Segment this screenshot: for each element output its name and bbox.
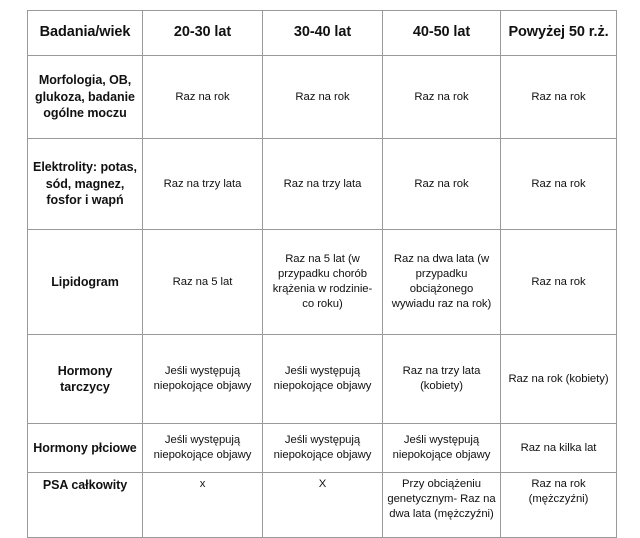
cell-psa-over-50: Raz na rok (mężczyźni) bbox=[501, 473, 617, 538]
row-label-elektrolity: Elektrolity: potas, sód, magnez, fosfor i wapń bbox=[28, 139, 143, 230]
column-header-examination: Badania/wiek bbox=[28, 11, 143, 56]
cell-lipidogram-20-30: Raz na 5 lat bbox=[143, 230, 263, 335]
cell-elektrolity-30-40: Raz na trzy lata bbox=[263, 139, 383, 230]
column-header-age-20-30: 20-30 lat bbox=[143, 11, 263, 56]
row-label-psa: PSA całkowity bbox=[28, 473, 143, 538]
cell-morfologia-30-40: Raz na rok bbox=[263, 56, 383, 139]
table-body bbox=[28, 56, 617, 538]
cell-psa-20-30: x bbox=[143, 473, 263, 538]
cell-lipidogram-over-50: Raz na rok bbox=[501, 230, 617, 335]
cell-morfologia-40-50: Raz na rok bbox=[383, 56, 501, 139]
row-label-morfologia: Morfologia, OB, glukoza, badanie ogólne moczu bbox=[28, 56, 143, 139]
row-label-hormony-plciowe: Hormony płciowe bbox=[28, 424, 143, 473]
table-row bbox=[28, 230, 617, 335]
column-header-age-40-50: 40-50 lat bbox=[383, 11, 501, 56]
cell-morfologia-20-30: Raz na rok bbox=[143, 56, 263, 139]
cell-tarczyca-30-40: Jeśli występują niepokojące objawy bbox=[263, 335, 383, 424]
column-header-age-30-40: 30-40 lat bbox=[263, 11, 383, 56]
table-header-row bbox=[28, 11, 617, 56]
cell-plciowe-40-50: Jeśli występują niepokojące objawy bbox=[383, 424, 501, 473]
cell-plciowe-20-30: Jeśli występują niepokojące objawy bbox=[143, 424, 263, 473]
column-header-age-over-50: Powyżej 50 r.ż. bbox=[501, 11, 617, 56]
table-row bbox=[28, 335, 617, 424]
row-label-lipidogram: Lipidogram bbox=[28, 230, 143, 335]
cell-morfologia-over-50: Raz na rok bbox=[501, 56, 617, 139]
cell-psa-40-50: Przy obciążeniu genetycznym- Raz na dwa lata (mężczyźni) bbox=[383, 473, 501, 538]
table-row bbox=[28, 473, 617, 538]
table-row bbox=[28, 424, 617, 473]
cell-plciowe-over-50: Raz na kilka lat bbox=[501, 424, 617, 473]
table-row bbox=[28, 56, 617, 139]
screening-schedule-table bbox=[27, 10, 617, 538]
cell-tarczyca-40-50: Raz na trzy lata (kobiety) bbox=[383, 335, 501, 424]
cell-lipidogram-40-50: Raz na dwa lata (w przypadku obciążonego wywiadu raz na rok) bbox=[383, 230, 501, 335]
table-header bbox=[28, 11, 617, 56]
cell-tarczyca-over-50: Raz na rok (kobiety) bbox=[501, 335, 617, 424]
cell-lipidogram-30-40: Raz na 5 lat (w przypadku chorób krążenia w rodzinie- co roku) bbox=[263, 230, 383, 335]
cell-psa-30-40: X bbox=[263, 473, 383, 538]
cell-elektrolity-20-30: Raz na trzy lata bbox=[143, 139, 263, 230]
cell-tarczyca-20-30: Jeśli występują niepokojące objawy bbox=[143, 335, 263, 424]
row-label-hormony-tarczycy: Hormony tarczycy bbox=[28, 335, 143, 424]
table-row bbox=[28, 139, 617, 230]
cell-elektrolity-40-50: Raz na rok bbox=[383, 139, 501, 230]
cell-plciowe-30-40: Jeśli występują niepokojące objawy bbox=[263, 424, 383, 473]
cell-elektrolity-over-50: Raz na rok bbox=[501, 139, 617, 230]
